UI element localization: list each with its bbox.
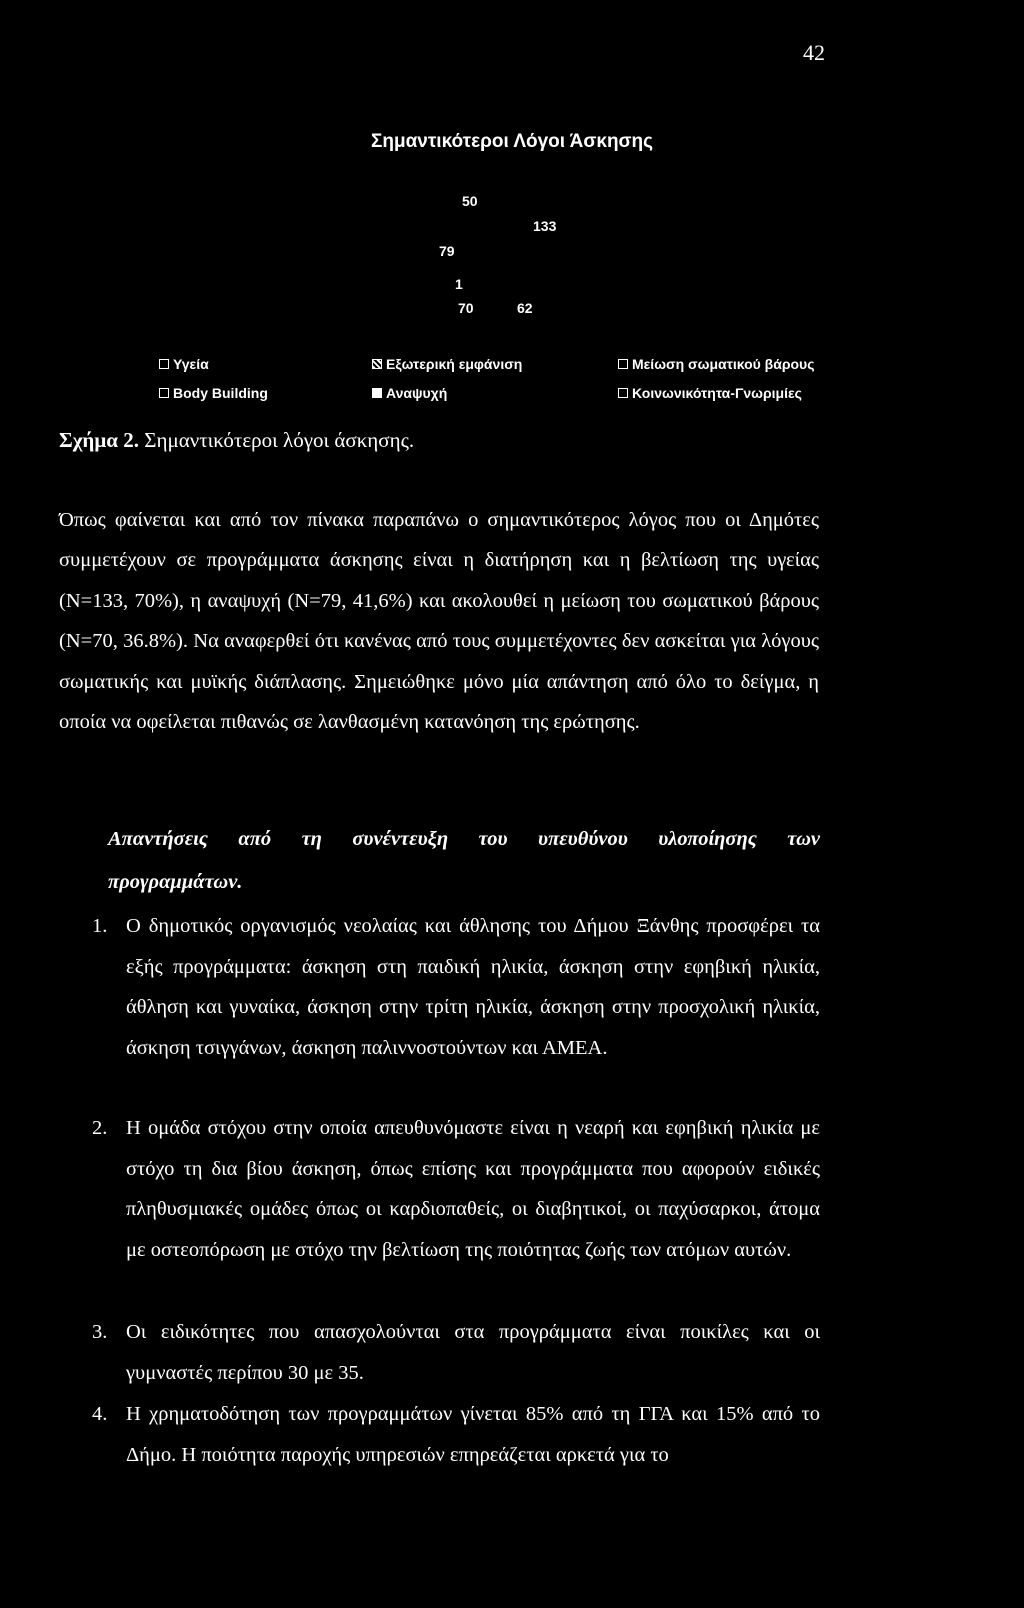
legend-label: Αναψυχή	[386, 385, 448, 401]
page-number: 42	[803, 40, 825, 65]
legend-label: Μείωση σωματικού βάρους	[632, 356, 815, 372]
list-number: 2.	[92, 1117, 108, 1139]
legend-item	[159, 385, 268, 401]
legend-filled-box-icon	[372, 388, 382, 398]
caption-label: Σχήμα 2.	[59, 428, 139, 452]
section-heading: Απαντήσεις από τη συνέντευξη του υπευθύνου υλοποίησης των	[108, 828, 820, 850]
legend-empty-box-icon	[618, 388, 628, 398]
pie-data-label: 70	[458, 300, 474, 316]
caption-text: Σημαντικότεροι λόγοι άσκησης.	[138, 428, 415, 452]
section-heading-continued: προγραμμάτων.	[108, 871, 243, 893]
chart-title: Σημαντικότεροι Λόγοι Άσκησης	[370, 131, 654, 152]
legend-label: Body Building	[173, 385, 268, 401]
legend-item	[618, 385, 802, 401]
legend-label: Εξωτερική εμφάνιση	[386, 356, 523, 372]
legend-empty-box-icon	[618, 359, 628, 369]
pie-data-label: 62	[517, 300, 533, 316]
list-number: 3.	[92, 1321, 108, 1343]
legend-label: Υγεία	[173, 356, 209, 372]
legend-item	[159, 356, 209, 372]
list-text: Η χρηματοδότηση των προγραμμάτων γίνεται 85% από τη ΓΓΑ και 15% από το Δήμο. Η ποιότητα παροχής υπηρεσιών επηρεάζεται αρκετά για το	[126, 1403, 820, 1466]
list-text: Οι ειδικότητες που απασχολούνται στα προγράμματα είναι ποικίλες και οι γυμναστές περίπου 30 με 35.	[126, 1321, 820, 1384]
pie-data-label: 133	[533, 218, 557, 234]
list-text: Ο δημοτικός οργανισμός νεολαίας και άθλησης του Δήμου Ξάνθης προσφέρει τα εξής προγράμματα: άσκηση στη παιδική ηλικία, άσκηση στην εφηβική ηλικία, άθληση και γυναίκα, άσκηση στην τρίτη ηλικία, άσκηση στην προσχολική ηλικία, άσκηση τσιγγάνων, άσκηση παλιννοστούντων και ΑΜΕΑ.	[126, 915, 820, 1059]
legend-empty-box-icon	[159, 388, 169, 398]
figure-caption	[59, 428, 414, 453]
legend-item	[372, 385, 447, 401]
legend-item	[372, 356, 522, 372]
list-number: 1.	[92, 915, 108, 937]
legend-item	[618, 356, 814, 372]
list-number: 4.	[92, 1403, 108, 1425]
pie-data-label: 50	[462, 193, 478, 209]
legend-label: Κοινωνικότητα-Γνωριμίες	[632, 385, 802, 401]
pie-data-label: 79	[439, 243, 455, 259]
pie-data-label: 1	[455, 276, 463, 292]
legend-hatched-box-icon	[372, 359, 382, 369]
list-text: Η ομάδα στόχου στην οποία απευθυνόμαστε είναι η νεαρή και εφηβική ηλικία με στόχο τη δια βίου άσκηση, όπως επίσης και προγράμματα που αφορούν ειδικές πληθυσμιακές ομάδες όπως οι καρδιοπαθείς, οι διαβητικοί, οι παχύσαρκοι, άτομα με οστεοπόρωση με στόχο την βελτίωση της ποιότητας ζωής των ατόμων αυτών.	[126, 1117, 820, 1261]
legend-empty-box-icon	[159, 359, 169, 369]
body-paragraph: Όπως φαίνεται και από τον πίνακα παραπάνω ο σημαντικότερος λόγος που οι Δημότες συμμετέχουν σε προγράμματα άσκησης είναι η διατήρηση και η βελτίωση της υγείας (Ν=133, 70%), η αναψυχή (Ν=79, 41,6%) και ακολουθεί η μείωση του σωματικού βάρους (Ν=70, 36.8%). Να αναφερθεί ότι κανένας από τους συμμετέχοντες δεν ασκείται για λόγους σωματικής και μυϊκής διάπλασης. Σημειώθηκε μόνο μία απάντηση από όλο το δείγμα, η οποία να οφείλεται πιθανώς σε λανθασμένη κατανόηση της ερώτησης.	[59, 509, 819, 734]
